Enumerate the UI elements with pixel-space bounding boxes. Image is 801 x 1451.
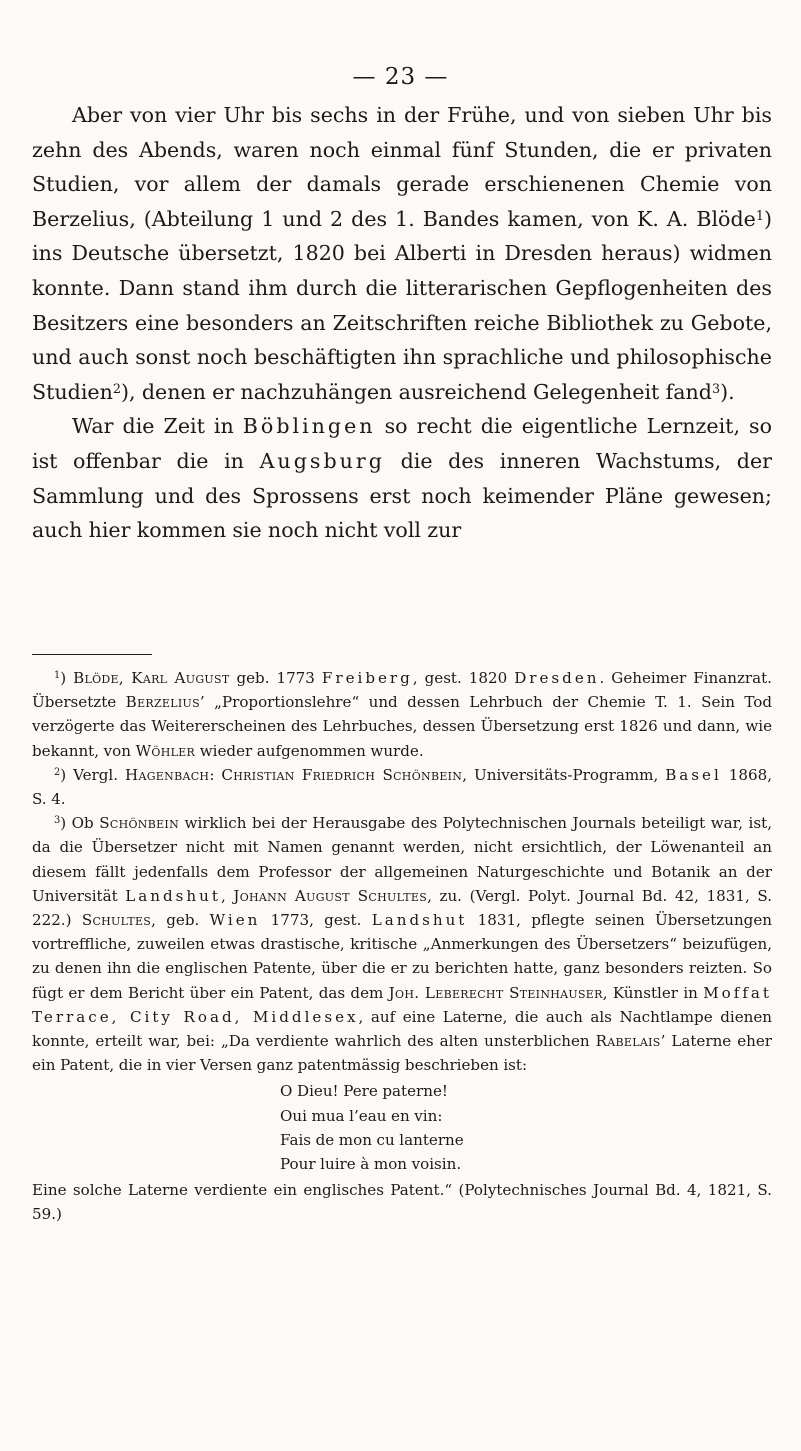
place-name: Dresden bbox=[514, 669, 600, 687]
footnote-mark: 2 bbox=[54, 766, 61, 778]
text-run: wirklich bei der Herausgabe des Polytechnischen Journals beteiligt war, ist, da die Übersetzer nicht mit Namen genannt werden, nicht ersichtlich, der Löwenanteil an diesem fällt jedenfalls dem Professor der allgemeinen Naturgeschichte und Botanik an der Universität bbox=[32, 814, 772, 905]
text-run: War die Zeit in bbox=[72, 414, 243, 439]
footnotes bbox=[32, 666, 772, 1227]
person-name: Christian Friedrich Schönbein bbox=[221, 765, 463, 784]
text-run: ) bbox=[60, 669, 74, 687]
verse-line: O Dieu! Pere paterne! bbox=[280, 1082, 448, 1101]
text-run: 1868, S. 4. bbox=[32, 765, 773, 809]
person-name: Schultes bbox=[81, 911, 152, 930]
text-run: 1831, pflegte seinen Übersetzungen vortreffliche, zuweilen etwas drastische, kritische „Anmerkungen des Übersetzers“ beizufügen, zu denen ihn die englischen Patente, über die er zu berichten hatte, ganz besonders reizten. So fügt er dem Bericht über ein Patent, das dem bbox=[32, 911, 772, 1002]
verse-line: Oui mua l’eau en vin: bbox=[280, 1106, 443, 1125]
text-run: ) Ob bbox=[60, 814, 100, 833]
text-run: . Geheimer Finanzrat. Übersetzte bbox=[32, 669, 772, 712]
person-name: Rabelais bbox=[595, 1032, 661, 1051]
person-name: Berzelius bbox=[125, 693, 200, 712]
text-run: wieder aufgenommen wurde. bbox=[195, 741, 424, 760]
text-run: , bbox=[220, 886, 234, 905]
footnote-mark: 1 bbox=[54, 670, 61, 681]
person-name: Johann August Schultes bbox=[233, 886, 428, 905]
footnote-mark: 3 bbox=[54, 815, 61, 827]
verse-line: Pour luire à mon voisin. bbox=[280, 1155, 462, 1174]
footnote-ref-1: 1 bbox=[755, 208, 764, 224]
text-run: ), denen er nachzuhängen ausreichend Gelegenheit fand bbox=[121, 379, 712, 404]
place-name: Wien bbox=[209, 911, 261, 930]
person-name: Hagenbach bbox=[125, 765, 210, 784]
text-run: , Universitäts-Programm, bbox=[462, 765, 666, 784]
text-run: 1773, gest. bbox=[260, 911, 372, 930]
place-name: Basel bbox=[665, 765, 722, 784]
verse-quote bbox=[280, 1079, 772, 1176]
text-run: die des inneren Wachstums, der Sammlung und des Sprossens erst noch keimender Pläne gewesen; auch hier kommen sie noch nicht voll zur bbox=[32, 448, 773, 543]
place-name: Landshut bbox=[125, 886, 221, 905]
text-run: , geb. bbox=[151, 911, 210, 930]
person-name: Schönbein bbox=[99, 814, 179, 833]
footnote-1 bbox=[32, 666, 772, 763]
text-run: geb. 1773 bbox=[229, 669, 322, 687]
footnote-3-closing: Eine solche Laterne verdiente ein englisches Patent.“ (Polytechnisches Journal Bd. 4, 1821, S. 59.) bbox=[32, 1181, 772, 1224]
text-run: ) ins Deutsche übersetzt, 1820 bei Alberti in Dresden heraus) widmen konnte. Dann stand ihm durch die litterarischen Gepflogenheiten des Besitzers eine besonders an Zeitschriften reiche Bibliothek zu Gebote, und auch sonst noch beschäftigten ihn sprachliche und philosophische Studien bbox=[32, 206, 772, 404]
text-run: : bbox=[209, 765, 222, 784]
place-name: Landshut bbox=[371, 911, 468, 930]
person-name: Joh. Leberecht Steinhauser bbox=[388, 983, 603, 1002]
text-run: so recht die eigentliche Lernzeit, so ist offenbar die in bbox=[32, 414, 772, 473]
footnote-ref-2: 2 bbox=[112, 381, 121, 397]
text-run: , Künstler in bbox=[602, 983, 704, 1002]
text-run: ). bbox=[720, 379, 735, 404]
footnote-divider bbox=[32, 654, 152, 655]
main-text bbox=[32, 98, 772, 548]
text-run: ’ Laterne eher ein Patent, die in vier Versen ganz patentmässig beschrieben ist: bbox=[32, 1032, 772, 1075]
footnote-2 bbox=[32, 763, 772, 811]
page-number: — 23 — bbox=[352, 64, 449, 90]
text-run: ) Vergl. bbox=[60, 765, 126, 784]
paragraph-1 bbox=[32, 98, 772, 409]
text-run: , gest. 1820 bbox=[412, 669, 515, 687]
text-run: , auf eine Laterne, die auch als Nachtlampe dienen konnte, erteilt war, bei: „Da verdiente wahrlich des alten unsterblichen bbox=[32, 1007, 772, 1051]
verse-line: Fais de mon cu lanterne bbox=[280, 1130, 464, 1149]
text-run: , zu. (Vergl. Polyt. Journal Bd. 42, 1831, S. 222.) bbox=[32, 886, 772, 930]
person-name: Blöde, Karl August bbox=[73, 669, 230, 687]
place-augsburg: Augsburg bbox=[259, 448, 385, 473]
place-boblingen: Böblingen bbox=[242, 414, 376, 439]
paragraph-2 bbox=[32, 409, 772, 547]
place-name: Moffat Terrace, City Road, Middlesex bbox=[32, 983, 772, 1026]
place-name: Freiberg bbox=[321, 669, 413, 687]
person-name: Wöhler bbox=[135, 741, 196, 760]
footnote-3 bbox=[32, 811, 772, 1077]
text-run: ’ „Proportionslehre“ und dessen Lehrbuch der Chemie T. 1. Sein Tod verzögerte das Weitererscheinen des Lehrbuches, dessen Übersetzung erst 1826 und dann, wie bekannt, von bbox=[32, 693, 773, 760]
footnote-ref-3: 3 bbox=[711, 381, 721, 397]
text-run: Aber von vier Uhr bis sechs in der Frühe, und von sieben Uhr bis zehn des Abends, waren noch einmal fünf Stunden, die er privaten Studien, vor allem der damals gerade erschienenen Chemie von Berzelius, (Abteilung 1 und 2 des 1. Bandes kamen, von K. A. Blöde bbox=[32, 103, 772, 231]
